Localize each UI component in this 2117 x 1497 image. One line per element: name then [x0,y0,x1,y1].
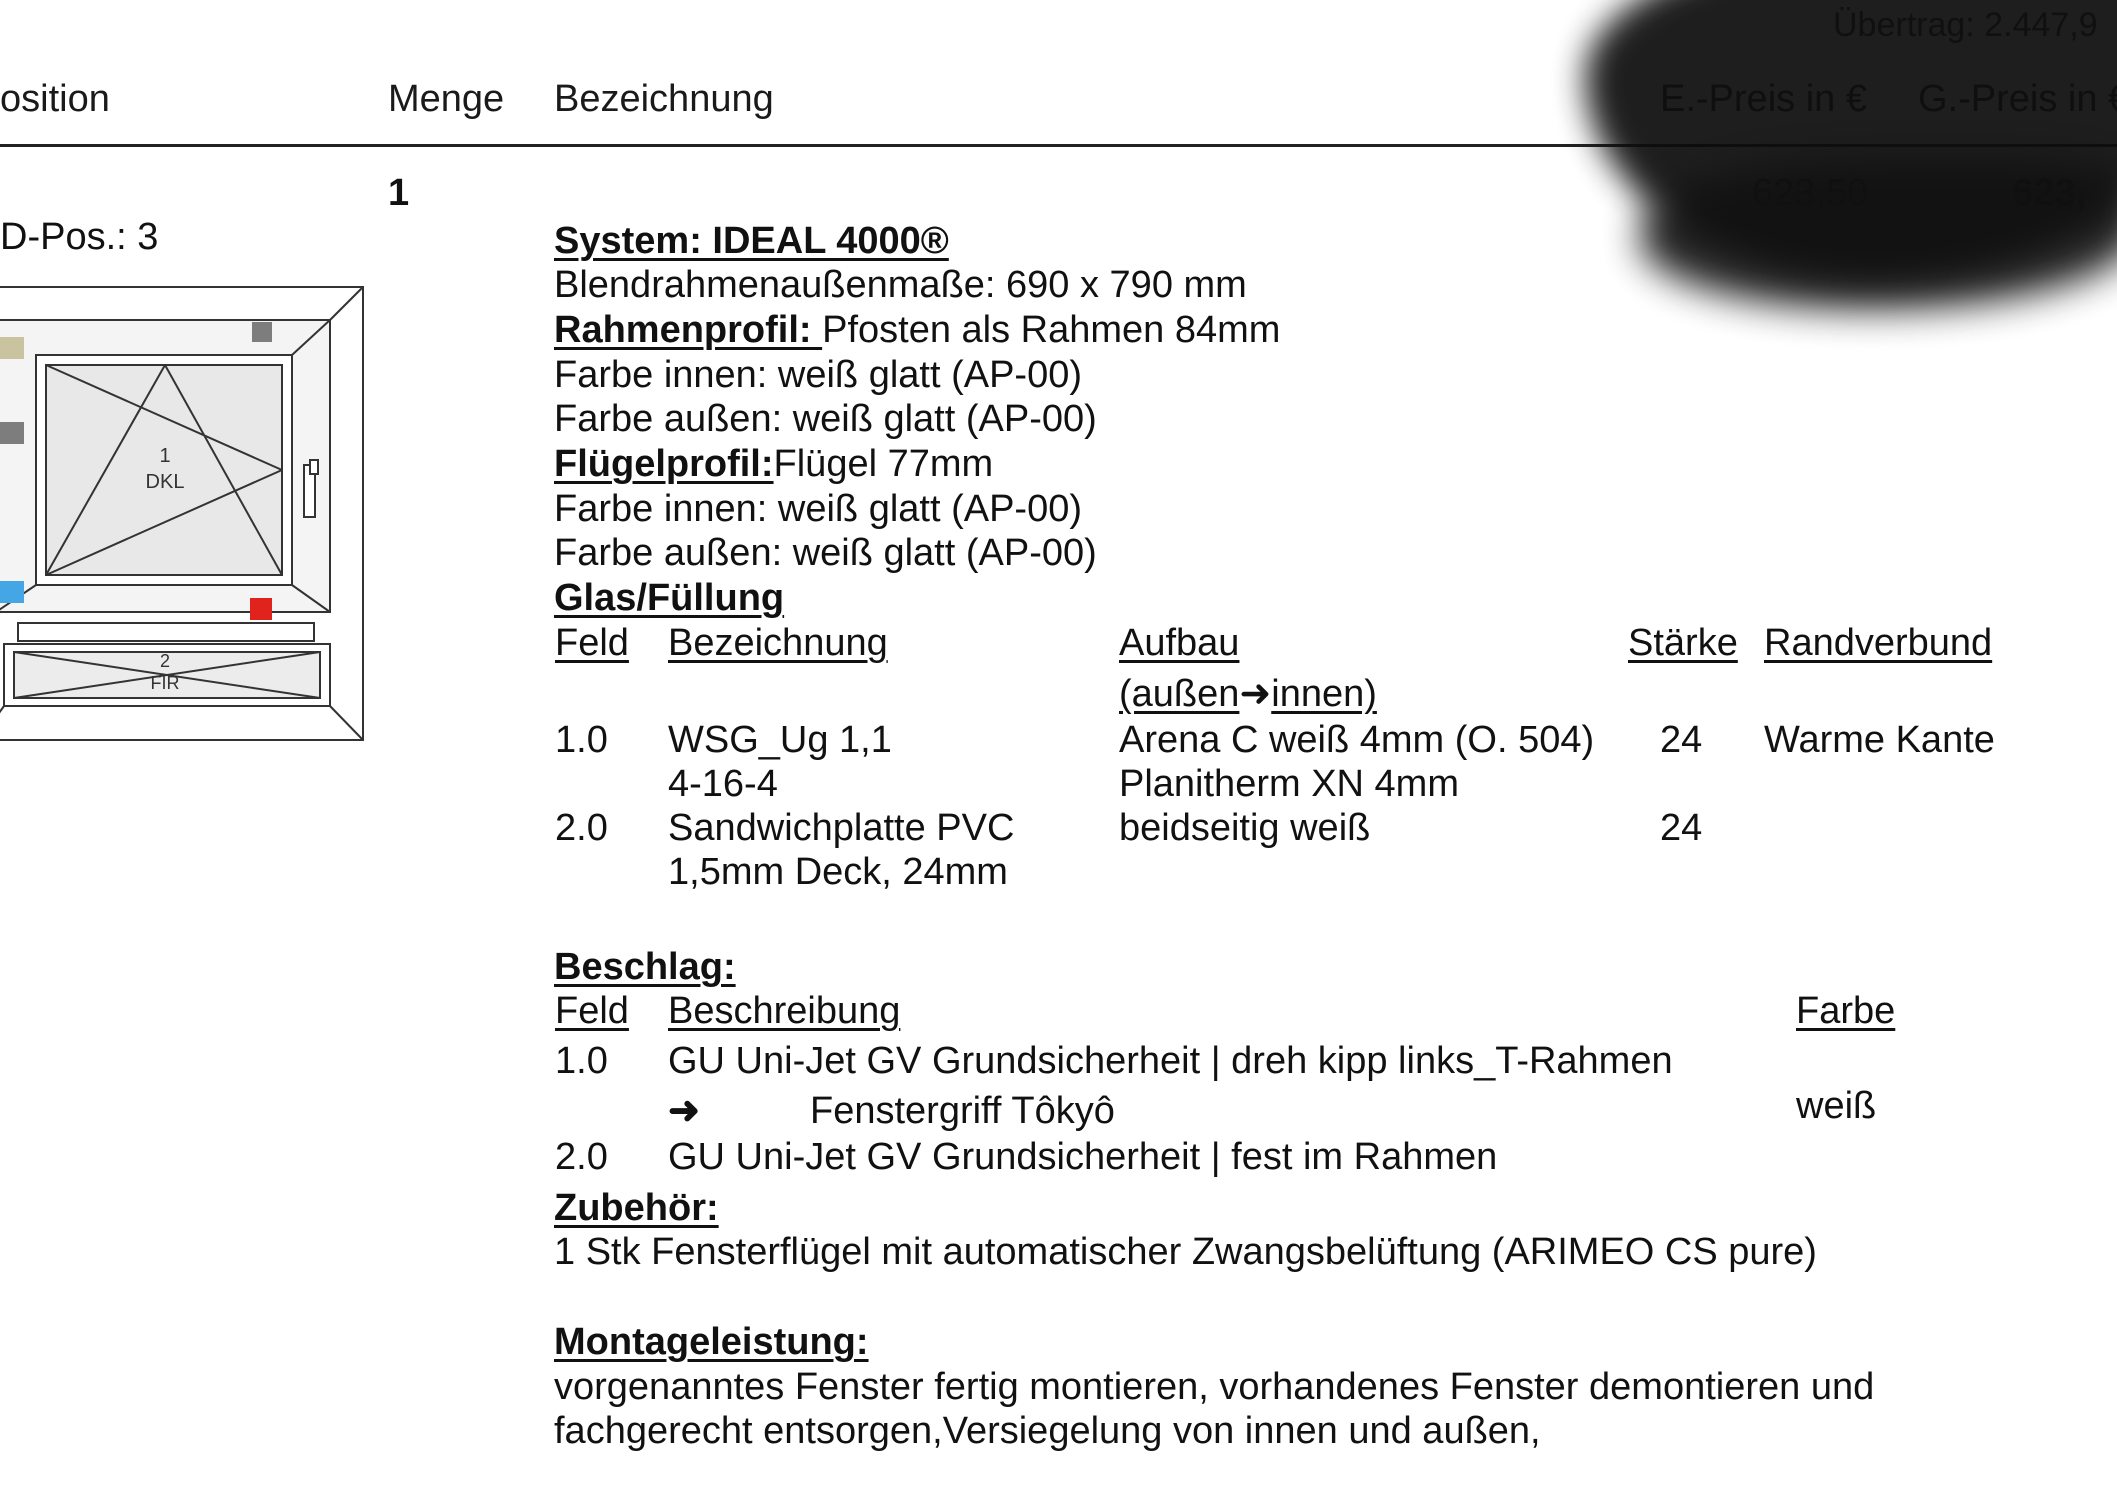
aufbau-sub-outside: (außen [1119,673,1240,715]
fluegelprofil-label: Flügelprofil: [554,443,774,485]
glas-row-1-aufbau2: Planitherm XN 4mm [1119,763,1459,805]
fluegel-farbe-innen: Farbe innen: weiß glatt (AP-00) [554,488,1083,530]
glas-row-1-aufbau1: Arena C weiß 4mm (O. 504) [1119,719,1595,761]
position-label: D-Pos.: 3 [0,216,159,258]
beschlag-row-2-feld: 2.0 [555,1136,608,1178]
col-header-bezeichnung: Bezeichnung [554,78,774,120]
glas-row-2-staerke: 24 [1660,807,1703,849]
glas-row-1-feld: 1.0 [555,719,608,761]
glas-heading: Glas/Füllung [554,577,785,619]
rahmenprofil-line [554,308,1280,352]
marker-gray-top [252,322,272,342]
arrow-icon: ➜ [1239,673,1272,715]
rahmen-farbe-aussen: Farbe außen: weiß glatt (AP-00) [554,398,1097,440]
beschlag-row-1-sub: Fenstergriff Tôkyô [810,1090,1115,1132]
redaction-blot-lower [1640,160,2117,310]
montage-line-1: vorgenanntes Fenster fertig montieren, vorhandenes Fenster demontieren und [554,1366,1875,1408]
montage-line-2: fachgerecht entsorgen,Versiegelung von innen und außen, [554,1410,1541,1452]
glas-row-1-bez2: 4-16-4 [668,763,778,805]
beschlag-col-beschreibung: Beschreibung [668,990,901,1032]
beschlag-row-1-farbe: weiß [1796,1085,1877,1127]
col-header-menge: Menge [388,78,505,120]
rahmen-farbe-innen: Farbe innen: weiß glatt (AP-00) [554,354,1083,396]
beschlag-heading: Beschlag: [554,946,736,988]
beschlag-col-farbe: Farbe [1796,990,1896,1032]
position-quantity: 1 [388,172,410,214]
system-title: System: IDEAL 4000® [554,220,949,262]
field1-number: 1 [159,445,171,467]
fluegelprofil-value: Flügel 77mm [773,443,994,485]
glas-col-aufbau: Aufbau [1119,622,1240,664]
window-drawing [0,280,380,750]
glas-col-feld: Feld [555,622,629,664]
field2-number: 2 [159,651,171,671]
glas-row-2-aufbau1: beidseitig weiß [1119,807,1371,849]
fluegel-farbe-aussen: Farbe außen: weiß glatt (AP-00) [554,532,1097,574]
col-header-position: osition [0,78,110,120]
arrow-icon: ➜ [668,1090,700,1132]
rahmenprofil-label: Rahmenprofil: [554,309,823,351]
fluegelprofil-line [554,442,993,486]
glas-row-1-randverbund: Warme Kante [1764,719,1995,761]
field2-type: FIR [150,673,180,693]
marker-red [250,598,272,620]
glas-col-bezeichnung: Bezeichnung [668,622,888,664]
beschlag-row-2-text: GU Uni-Jet GV Grundsicherheit | fest im Rahmen [668,1136,1498,1178]
blendrahmen-dimensions: Blendrahmenaußenmaße: 690 x 790 mm [554,264,1247,306]
glas-col-randverbund: Randverbund [1764,622,1993,664]
marker-gray-left [0,422,24,444]
glas-row-2-feld: 2.0 [555,807,608,849]
zubehoer-heading: Zubehör: [554,1187,719,1229]
beschlag-row-1-text: GU Uni-Jet GV Grundsicherheit | dreh kipp links_T-Rahmen [668,1040,1673,1082]
field1-type: DKL [145,471,185,493]
glas-row-2-bez1: Sandwichplatte PVC [668,807,1015,849]
beschlag-row-1-feld: 1.0 [555,1040,608,1082]
aufbau-sub-inside: innen) [1271,673,1377,715]
glas-row-2-bez2: 1,5mm Deck, 24mm [668,851,1008,893]
glas-row-1-staerke: 24 [1660,719,1703,761]
glas-col-staerke: Stärke [1628,622,1738,664]
marker-blue [0,581,24,603]
rahmenprofil-value: Pfosten als Rahmen 84mm [822,309,1281,351]
beschlag-col-feld: Feld [555,990,629,1032]
glas-row-1-bez1: WSG_Ug 1,1 [668,719,892,761]
montage-heading: Montageleistung: [554,1321,869,1363]
glas-col-aufbau-sub [1119,672,1377,716]
zubehoer-text: 1 Stk Fensterflügel mit automatischer Zwangsbelüftung (ARIMEO CS pure) [554,1231,1817,1273]
marker-beige [0,337,24,359]
